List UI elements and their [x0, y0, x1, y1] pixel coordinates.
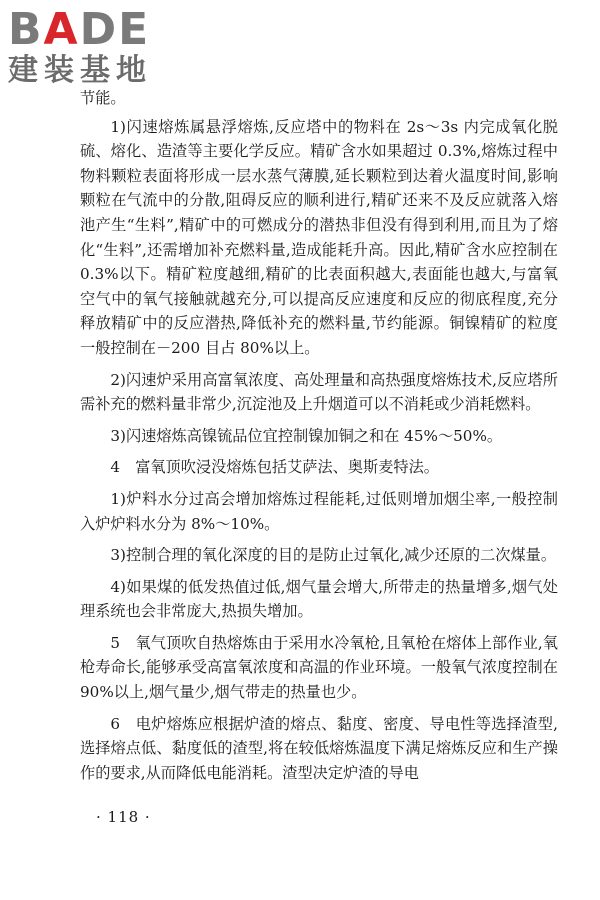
- page-number: · 118 ·: [96, 808, 151, 826]
- logo-wordmark: [8, 6, 178, 54]
- document-body: [80, 86, 558, 792]
- paragraph: 节能。: [80, 89, 126, 107]
- paragraph: 1)炉料水分过高会增加熔炼过程能耗,过低则增加烟尘率,一般控制入炉炉料水分为 8%～10%。: [80, 489, 558, 533]
- logo-letter-a: A: [43, 4, 80, 55]
- logo-tagline: 建装基地: [8, 53, 152, 88]
- logo-letters-de: DE: [79, 4, 151, 55]
- paragraph: 4 富氧顶吹浸没熔炼包括艾萨法、奥斯麦特法。: [110, 458, 439, 477]
- paragraph: 3)闪速熔炼高镍锍品位宜控制镍加铜之和在 45%～50%。: [110, 426, 503, 445]
- paragraph: 4)如果煤的低发热值过低,烟气量会增大,所带走的热量增多,烟气处理系统也会非常庞大,热损失增加。: [80, 577, 558, 621]
- paragraph: 6 电炉熔炼应根据炉渣的熔点、黏度、密度、导电性等选择渣型,选择熔点低、黏度低的渣型,将在较低熔炼温度下满足熔炼反应和生产操作的要求,从而降低电能消耗。渣型决定炉渣的导电: [80, 714, 558, 782]
- logo-letter-b: B: [8, 4, 44, 55]
- bade-logo: [8, 6, 178, 90]
- paragraph: 5 氧气顶吹自热熔炼由于采用水冷氧枪,且氧枪在熔体上部作业,氧枪寿命长,能够承受高富氧浓度和高温的作业环境。一般氧气浓度控制在 90%以上,烟气量少,烟气带走的热量也少。: [80, 633, 558, 702]
- paragraph: 1)闪速熔炼属悬浮熔炼,反应塔中的物料在 2s～3s 内完成氧化脱硫、熔化、造渣等主要化学反应。精矿含水如果超过 0.3%,熔炼过程中物料颗粒表面将形成一层水蒸气薄膜,延长颗粒到达着火温度时间,影响颗粒在气流中的分散,阻碍反应的顺利进行,精矿还来不及反应就落入熔池产生“生料”,精矿中的可燃成分的潜热非但没有得到利用,而且为了熔化“生料”,还需增加补充燃料量,造成能耗升高。因此,精矿含水应控制在 0.3%以下。精矿粒度越细,精矿的比表面积越大,表面能也越大,与富氧空气中的氧气接触就越充分,可以提高反应速度和反应的彻底程度,充分释放精矿中的反应潜热,降低补充的燃料量,节约能源。铜镍精矿的粒度一般控制在－200 目占 80%以上。: [80, 117, 558, 357]
- paragraph: 2)闪速炉采用高富氧浓度、高处理量和高热强度熔炼技术,反应塔所需补充的燃料量非常少,沉淀池及上升烟道可以不消耗或少消耗燃料。: [80, 370, 558, 414]
- paragraph: 3)控制合理的氧化深度的目的是防止过氧化,减少还原的二次煤量。: [110, 546, 557, 565]
